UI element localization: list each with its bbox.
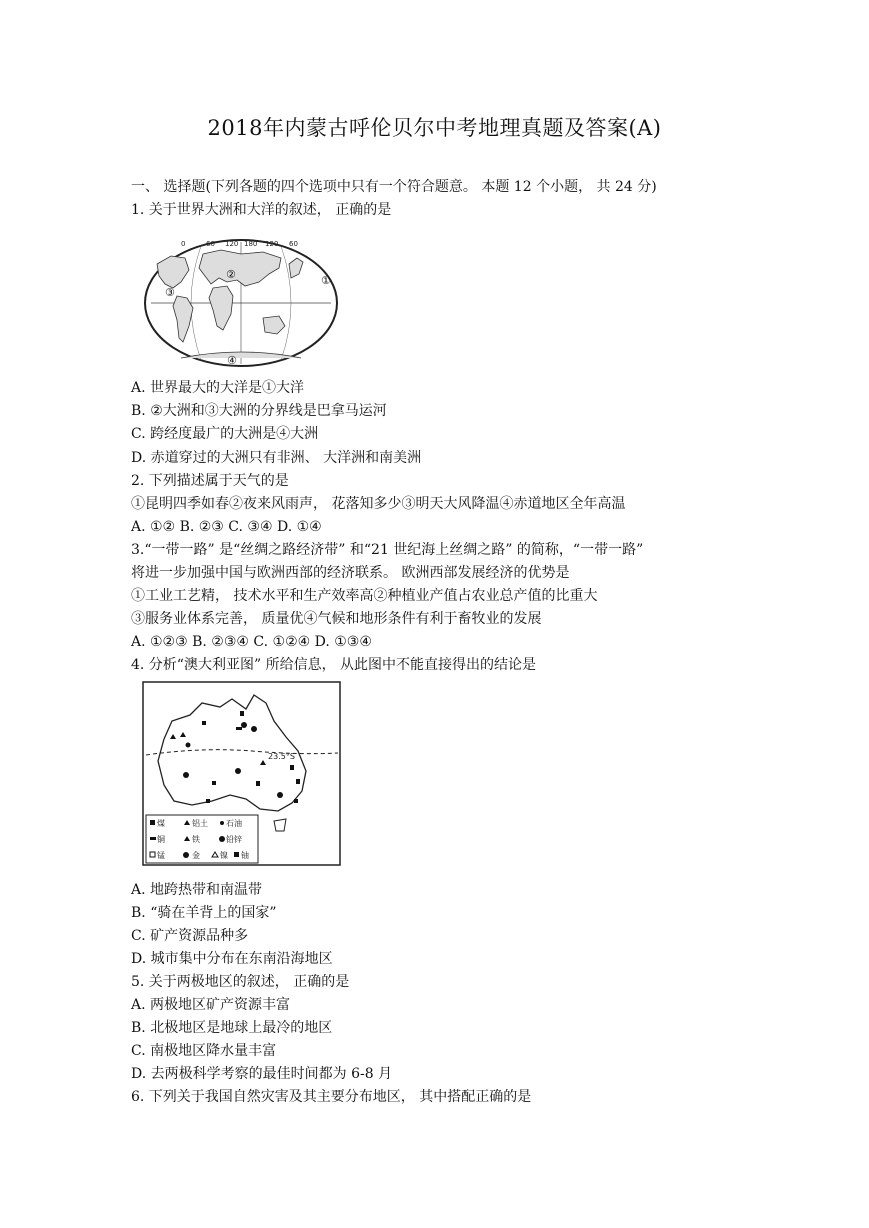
tropic-label: 23.5°S xyxy=(268,752,295,761)
legend-item: 锰 xyxy=(157,851,165,860)
map-legend xyxy=(150,818,249,860)
q5-option-b: B. 北极地区是地球上最冷的地区 xyxy=(131,1020,333,1036)
legend-item: 金 xyxy=(192,851,200,860)
page-title: 2018年内蒙古呼伦贝尔中考地理真题及答案(A) xyxy=(207,116,662,140)
lon-label: 180 xyxy=(244,240,258,248)
lon-label: 60 xyxy=(206,240,215,248)
marker-3: ③ xyxy=(165,286,175,299)
legend-item: 铀 xyxy=(241,851,249,860)
q5-option-d: D. 去两极科学考察的最佳时间都为 6-8 月 xyxy=(131,1066,393,1082)
question-5-stem: 5. 关于两极地区的叙述， 正确的是 xyxy=(131,974,350,990)
question-3-options: A. ①②③ B. ②③④ C. ①②④ D. ①③④ xyxy=(131,634,372,650)
question-3-stem-1: 3.“一带一路” 是“丝绸之路经济带” 和“21 世纪海上丝绸之路” 的简称，“一带一路” xyxy=(131,542,644,558)
q4-option-c: C. 矿产资源品种多 xyxy=(131,928,249,944)
question-2-options: A. ①② B. ②③ C. ③④ D. ①④ xyxy=(131,519,322,535)
question-2-statements: ①昆明四季如春②夜来风雨声， 花落知多少③明天大风降温④赤道地区全年高温 xyxy=(131,496,626,512)
q1-option-c: C. 跨经度最广的大洲是④大洲 xyxy=(131,426,319,442)
lon-label: 120 xyxy=(265,240,279,248)
q5-option-c: C. 南极地区降水量丰富 xyxy=(131,1043,277,1059)
question-3-stem-2: 将进一步加强中国与欧洲西部的经济联系。 欧洲西部发展经济的优势是 xyxy=(131,565,570,581)
legend-item: 煤 xyxy=(157,819,165,828)
q5-option-a: A. 两极地区矿产资源丰富 xyxy=(131,997,291,1013)
legend-item: 石油 xyxy=(226,819,242,828)
q1-option-a: A. 世界最大的大洋是①大洋 xyxy=(131,380,305,396)
lon-label: 60 xyxy=(289,240,298,248)
question-4-stem: 4. 分析“澳大利亚图” 所给信息， 从此图中不能直接得出的结论是 xyxy=(131,657,537,673)
legend-item: 镍 xyxy=(220,851,228,860)
question-6-stem: 6. 下列关于我国自然灾害及其主要分布地区， 其中搭配正确的是 xyxy=(131,1089,532,1105)
question-3-statements-1: ①工业工艺精， 技术水平和生产效率高②种植业产值占农业总产值的比重大 xyxy=(131,588,598,604)
marker-4: ④ xyxy=(227,354,237,367)
section-heading: 一、 选择题(下列各题的四个选项中只有一个符合题意。 本题 12 个小题， 共 24 分) xyxy=(131,179,657,195)
question-2-stem: 2. 下列描述属于天气的是 xyxy=(131,473,289,489)
q4-option-d: D. 城市集中分布在东南沿海地区 xyxy=(131,951,333,967)
q4-option-b: B. “骑在羊背上的国家” xyxy=(131,905,277,921)
marker-2: ② xyxy=(226,268,236,281)
q1-option-d: D. 赤道穿过的大洲只有非洲、 大洋洲和南美洲 xyxy=(131,450,422,466)
marker-1: ① xyxy=(321,274,331,287)
legend-item: 铝土 xyxy=(192,819,208,828)
legend-item: 铅锌 xyxy=(226,835,242,844)
legend-item: 铜 xyxy=(157,835,165,844)
question-3-statements-2: ③服务业体系完善， 质量优④气候和地形条件有利于畜牧业的发展 xyxy=(131,611,542,627)
lon-label: 120 xyxy=(225,240,239,248)
australia-map-figure xyxy=(142,681,342,867)
world-map-figure xyxy=(141,234,341,372)
legend-item: 铁 xyxy=(192,835,200,844)
question-1-stem: 1. 关于世界大洲和大洋的叙述， 正确的是 xyxy=(131,202,392,218)
lon-label: 0 xyxy=(181,240,186,248)
q4-option-a: A. 地跨热带和南温带 xyxy=(131,882,263,898)
q1-option-b: B. ②大洲和③大洲的分界线是巴拿马运河 xyxy=(131,403,387,419)
